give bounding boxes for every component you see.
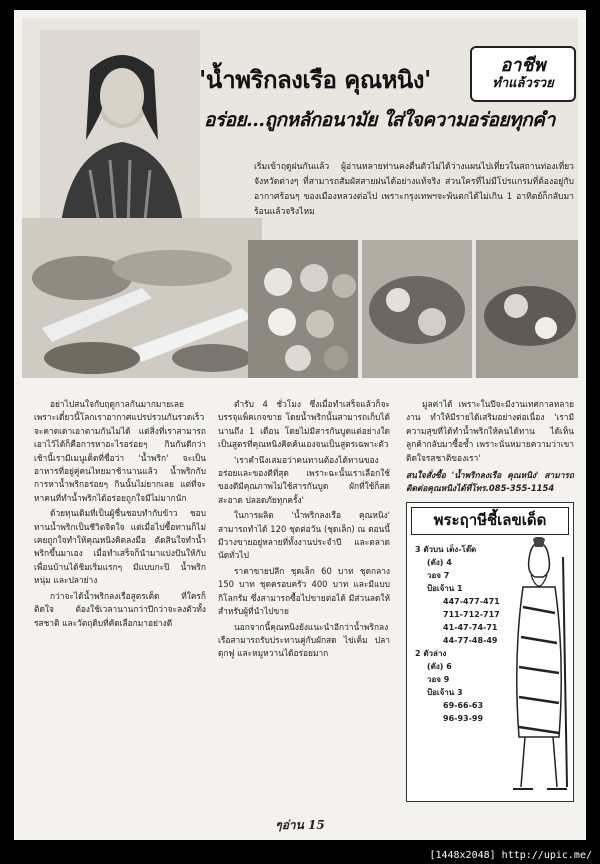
lottery-line: 3 ตัวบน เต็ง-โต๊ด [415,545,477,554]
lottery-line: 41-47-74-71 [443,623,498,632]
article-title: 'น้ำพริกลงเรือ คุณหนิง' [199,65,431,94]
lottery-line: 447-477-471 [443,597,500,606]
hermit-illustration [503,537,574,799]
lottery-line: (ตัง) 4 [427,558,452,567]
paragraph: นอกจากนี้คุณหนิงยังแนะนำอีกว่าน้ำพริกลงเรือสามารถรับประทานคู่กับผักสด ไข่เค็ม ปลาดุกฟู และหมูหวานได้อร่อยมาก [218,621,390,659]
lottery-line: ป้อเจ้าน 1 [427,584,463,593]
paragraph: ด้วยทุนเดิมที่เป็นผู้ชื่นชอบทำกับข้าว ชอบทานน้ำพริกเป็นชีวิตจิตใจ แต่เมื่อไปซื้อทานก็ไม่เคยถูกใจทำให้คุณหนิงคิดลงมือ ตัดสินใจทำน้ำพริกขึ้นมาเอง เมื่อทำเสร็จก็นำมาแบ่งปันให้กับเพื่อนบ้านได้ชิมเริ่มแรกๆ มีแบบกะปิ น้ำพริกหนุ่ม และปลาย่าง [34,508,206,586]
magazine-page [14,10,586,840]
lottery-line: 44-77-48-49 [443,636,498,645]
article-intro: เริ่มเข้าฤดูฝนกันแล้ว ผู้อ่านหลายท่านคงตื่นตัวไม่ได้ว่างแผนไปเที่ยวในสถานท่องเที่ยวจังหวัดต่างๆ ที่สามารถสัมผัสสายฝนได้อย่างแท้จริง ส่วนใครที่ไม่มีโปรแกรมที่ต้องอยู่กับอากาศร้อนๆ ของเมืองหลวงต่อไป เพราะกรุงเทพฯจะพ้นตกได้ไม่เกิน 1 อาทิตย์ก็กลับมาร้อนแล้วจริงไหม [254,162,574,217]
lottery-line: 2 ตัวล่าง [415,649,447,658]
paragraph: ในการผลิต 'น้ำพริกลงเรือ คุณหนิง' สามารถทำได้ 120 ชุดต่อวัน (ชุดเล็ก) ณ ตอนนี้มีวางขายอยู่หลายที่ทั้งงานประจำปี และตลาดนัดทั่วไป [218,510,390,561]
article-subtitle: อร่อย...ถูกหลักอนามัย ใส่ใจความอร่อยทุกคำ [204,109,555,131]
dish-photos [248,240,578,378]
lottery-line: 96-93-99 [443,714,484,723]
upload-watermark: [1448x2048] http://upic.me/ [429,850,592,861]
page-number: ๆอ่าน 15 [275,818,325,832]
article-column-2 [218,398,390,663]
paragraph: 'เราคำนึงเสมอว่าคนทานต้องได้ทานของอร่อยและของดีที่สุด เพราะฉะนั้นเราเลือกใช้ของดีมีคุณภาพไม่ใช้สารกันบูด ผักที่ใช้ก็สด สะอาด ปลอดภัยทุกครั้ง' [218,454,390,505]
lottery-line: 711-712-717 [443,610,500,619]
lottery-line: ป้อเจ้าน 3 [427,688,463,697]
paragraph: กว่าจะได้น้ำพริกลงเรือสูตรเด็ด ที่ใครก็ติดใจ ต้องใช้เวลานานกว่าปีกว่าจะลงตัวทั้งรสชาติ และวัตถุดิบที่คัดเลือกมาอย่างดี [34,590,206,628]
portrait-photo [40,30,200,230]
contact-info: สนใจสั่งซื้อ 'น้ำพริกลงเรือ คุณหนิง' สามารถติดต่อคุณหนิงได้ที่โทร.085-355-1154 [406,470,574,494]
paragraph: อย่าไปสนใจกับฤดูกาลกันมากมายเลย เพราะเดี๋ยวนี้โลกเราอากาศแปรปรวนกันรวดเร็วจะคาดเดาเอาตามกันไม่ได้ แต่สิ่งที่เราสามารถเอาไว้ได้ก็คือการหาอะไรอร่อยๆ กินกันดีกว่า เช้านี้เรามีเมนูเด็ดที่ชื่อว่า 'น้ำพริก' จะเป็นอาหารที่อยู่คู่คนไทยมาช้านานแล้ว น้ำพริกกับการหาน้ำพริกอร่อยๆ กินนั้นไม่ยากเลย แต่ที่จะหาคนที่ทำน้ำพริกได้อร่อยถูกใจมีไม่มากนัก [34,399,206,503]
lottery-line: (ตัง) 6 [427,662,452,671]
lottery-box [406,502,574,802]
column-logo-line2: ทำแล้วรวย [492,76,554,91]
paragraph: มูลค่าได้ เพราะในปีจะมีงานเทศกาลหลายงาน ทำให้มีรายได้เสริมอย่างต่อเนื่อง 'เรามีความสุขที่ได้ทำน้ำพริกให้คนได้ทาน ได้เห็นลูกค้ากลับมาซื้อซ้ำ เพราะนั่นหมายความว่าเขาติดใจรสชาติของเรา' [406,399,574,463]
lottery-line: วอจ 9 [427,675,450,684]
lottery-title: พระฤาษีชี้เลขเด็ด [411,507,569,535]
article-column-3 [406,398,574,495]
lottery-numbers [415,543,511,725]
column-logo-line1: อาชีพ [500,55,546,76]
lottery-line: 69-66-63 [443,701,484,710]
paragraph: ตำรับ 4 ชั่วโมง ซึ่งเมื่อทำเสร็จแล้วก็จะบรรจุแพ็คเกจขาย โดยน้ำพริกนั้นสามารถเก็บได้นานถึง 1 เดือน โดยไม่มีสารกันบูดแต่อย่างใด เป็นสูตรที่คุณหนิงคิดค้นเองจนเป็นสูตรเฉพาะตัว [218,399,390,450]
food-spread-photo [22,218,262,378]
article-column-1 [34,398,206,632]
column-logo [470,46,576,102]
lottery-line: วอจ 7 [427,571,450,580]
paragraph: ราคาขายปลีก ชุดเล็ก 60 บาท ชุดกลาง 150 บาท ชุดครอบครัว 400 บาท และมีแบบกิโลกรัม ซึ่งสามารถซื้อไปขายต่อได้ มีส่วนลดให้สำหรับผู้ที่นำไปขาย [218,565,390,617]
